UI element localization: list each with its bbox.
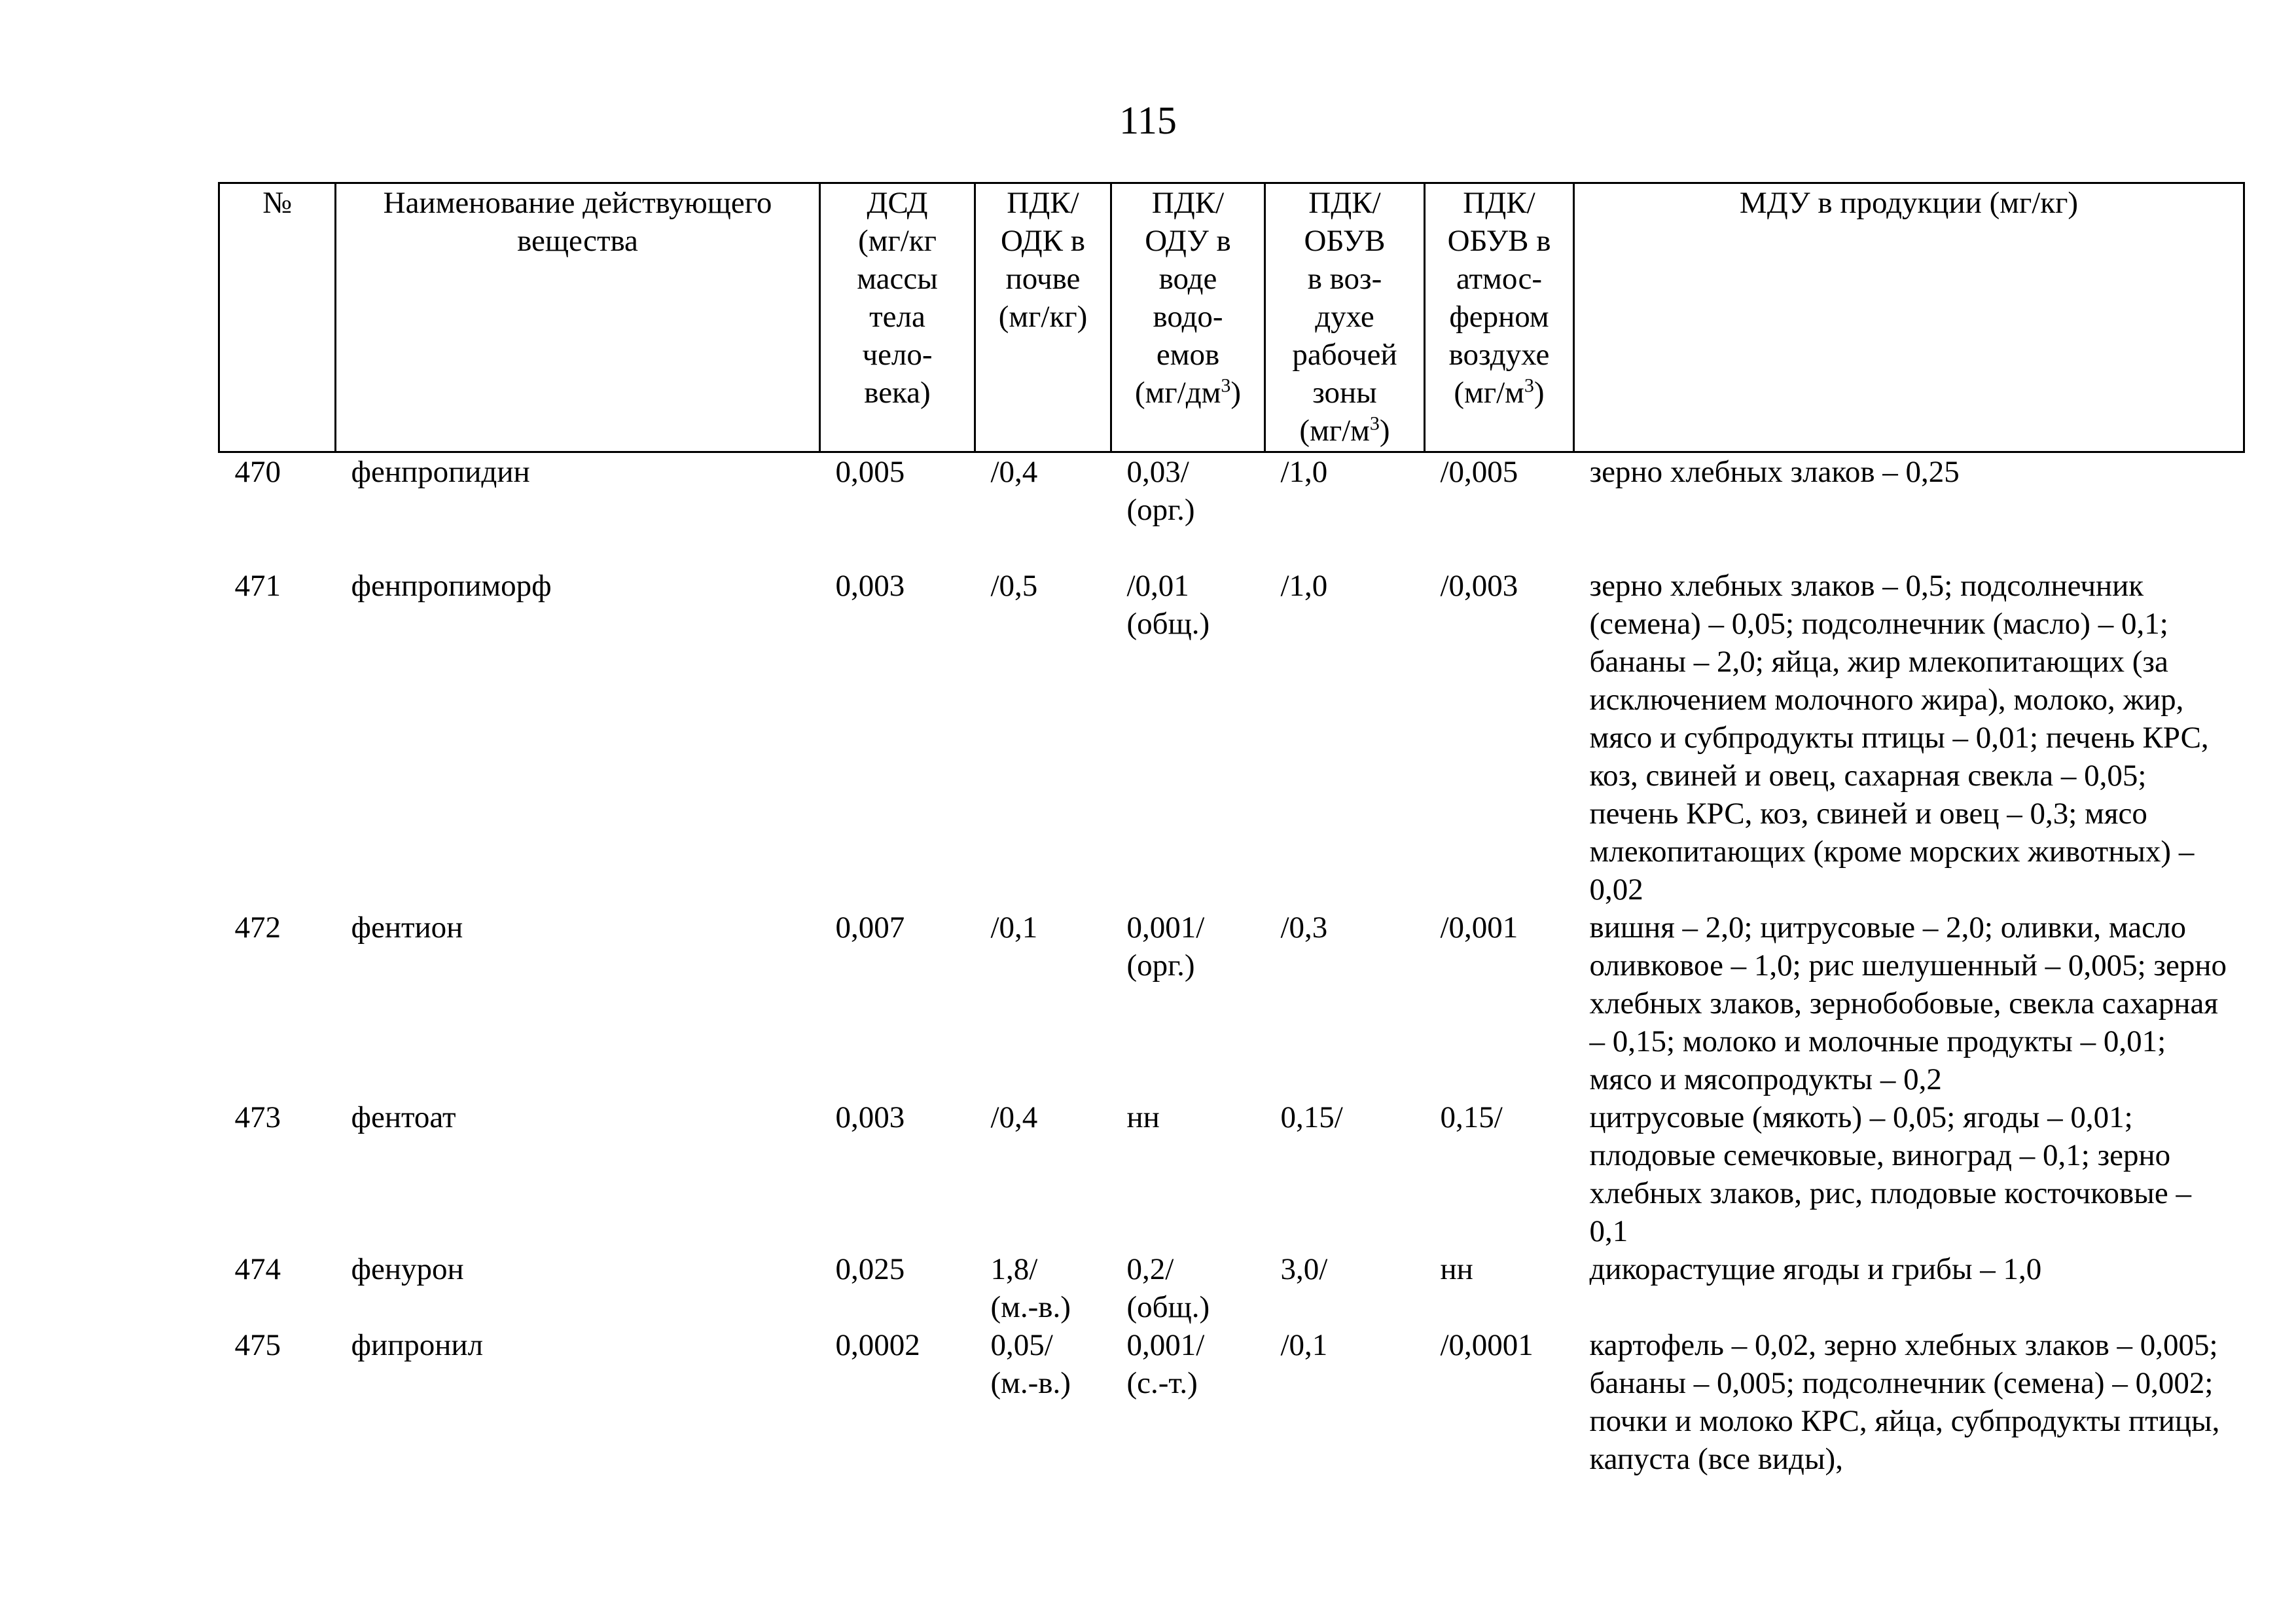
header-workair-text: ПДК/ ОБУВ в воз- духе рабочей зоны (мг/м (1292, 186, 1397, 448)
cell-atmospheric-air-limit: /0,005 (1440, 455, 1518, 489)
page-number: 115 (1119, 99, 1177, 142)
cell-water-limit: /0,01 (общ.) (1126, 569, 1210, 641)
cell-mdu: зерно хлебных злаков – 0,25 (1589, 455, 1960, 489)
cell-workzone-air-limit: /0,1 (1280, 1328, 1328, 1362)
cell-number: 474 (234, 1252, 281, 1286)
pesticide-table (218, 182, 2245, 1478)
cell-mdu: цитрусовые (мякоть) – 0,05; ягоды – 0,01; плодовые семечковые, виноград – 0,1; зерно хлебных злаков, рис, плодовые косточковые – 0,1 (1589, 1100, 2191, 1248)
cell-workzone-air-limit: /1,0 (1280, 455, 1328, 489)
cell-substance-name: фипронил (351, 1328, 484, 1362)
cell-dsd: 0,005 (835, 455, 905, 489)
header-mdu: МДУ в продукции (мг/кг) (1574, 183, 2244, 452)
cell-water-limit: нн (1126, 1100, 1160, 1134)
cell-water-limit: 0,001/ (с.-т.) (1126, 1328, 1205, 1400)
cell-soil-limit: /0,4 (990, 455, 1038, 489)
cell-atmospheric-air-limit: нн (1440, 1252, 1473, 1286)
cell-atmospheric-air-limit: /0,003 (1440, 569, 1518, 603)
header-number: № (219, 183, 336, 452)
cell-substance-name: фентоат (351, 1100, 456, 1134)
cell-dsd: 0,007 (835, 911, 905, 945)
cell-atmospheric-air-limit: /0,001 (1440, 911, 1518, 945)
cell-soil-limit: /0,4 (990, 1100, 1038, 1134)
table-row (219, 1250, 2244, 1326)
cell-workzone-air-limit: 3,0/ (1280, 1252, 1328, 1286)
cell-soil-limit: 0,05/ (м.-в.) (990, 1328, 1071, 1400)
cell-substance-name: фенпропиморф (351, 569, 552, 603)
cell-number: 475 (234, 1328, 281, 1362)
cell-workzone-air-limit: /1,0 (1280, 569, 1328, 603)
cell-water-limit: 0,2/ (общ.) (1126, 1252, 1210, 1324)
table-header-row (219, 183, 2244, 452)
header-water-close: ) (1230, 376, 1242, 410)
header-atmospheric-air-limit (1425, 183, 1574, 452)
cell-substance-name: фенурон (351, 1252, 464, 1286)
header-workzone-air-limit (1265, 183, 1425, 452)
header-water-text: ПДК/ ОДУ в воде водо- емов (мг/дм (1134, 186, 1231, 410)
cell-soil-limit: /0,5 (990, 569, 1038, 603)
cell-number: 470 (234, 455, 281, 489)
table-row (219, 909, 2244, 1098)
cell-atmospheric-air-limit: /0,0001 (1440, 1328, 1534, 1362)
table-row (219, 1326, 2244, 1478)
header-atmo-text: ПДК/ ОБУВ в атмос- ферном воздухе (мг/м (1447, 186, 1551, 410)
header-substance-name: Наименование действующего вещества (336, 183, 820, 452)
cell-workzone-air-limit: /0,3 (1280, 911, 1328, 945)
header-water-sup: 3 (1221, 374, 1231, 397)
cell-mdu: картофель – 0,02, зерно хлебных злаков – 0,005; бананы – 0,005; подсолнечник (семена) – 0,002; почки и молоко КРС, яйца, субпродукты птицы, капуста (все виды), (1589, 1328, 2220, 1476)
header-workair-sup: 3 (1369, 412, 1380, 435)
cell-soil-limit: 1,8/ (м.-в.) (990, 1252, 1071, 1324)
cell-number: 471 (234, 569, 281, 603)
table-row (219, 1098, 2244, 1250)
cell-water-limit: 0,001/ (орг.) (1126, 911, 1205, 983)
cell-substance-name: фенпропидин (351, 455, 530, 489)
cell-mdu: вишня – 2,0; цитрусовые – 2,0; оливки, масло оливковое – 1,0; рис шелушенный – 0,005; зерно хлебных злаков, зернобобовые, свекла сахарная – 0,15; молоко и молочные продукты – 0,01; мясо и мясопродукты – 0,2 (1589, 911, 2227, 1096)
cell-dsd: 0,003 (835, 569, 905, 603)
header-atmo-close: ) (1534, 376, 1545, 410)
cell-water-limit: 0,03/ (орг.) (1126, 455, 1195, 527)
header-atmo-sup: 3 (1524, 374, 1534, 397)
cell-number: 473 (234, 1100, 281, 1134)
cell-dsd: 0,0002 (835, 1328, 920, 1362)
cell-mdu: дикорастущие ягоды и грибы – 1,0 (1589, 1252, 2042, 1286)
header-water-limit (1111, 183, 1265, 452)
cell-dsd: 0,025 (835, 1252, 905, 1286)
cell-dsd: 0,003 (835, 1100, 905, 1134)
cell-workzone-air-limit: 0,15/ (1280, 1100, 1343, 1134)
cell-atmospheric-air-limit: 0,15/ (1440, 1100, 1503, 1134)
header-soil-limit: ПДК/ ОДК в почве (мг/кг) (975, 183, 1111, 452)
header-dsd: ДСД (мг/кг массы тела чело- века) (820, 183, 975, 452)
cell-mdu: зерно хлебных злаков – 0,5; подсолнечник (семена) – 0,05; подсолнечник (масло) – 0,1; бананы – 2,0; яйца, жир млекопитающих (за исключением молочного жира), молоко, жир, мясо и субпродукты птицы – 0,01; печень КРС, коз, свиней и овец, сахарная свекла – 0,05; печень КРС, коз, свиней и овец – 0,3; мясо млекопитающих (кроме морских животных) – 0,02 (1589, 569, 2209, 907)
cell-number: 472 (234, 911, 281, 945)
cell-substance-name: фентион (351, 911, 463, 945)
cell-soil-limit: /0,1 (990, 911, 1038, 945)
table-row (219, 567, 2244, 909)
table-row (219, 452, 2244, 568)
header-workair-close: ) (1379, 414, 1390, 448)
